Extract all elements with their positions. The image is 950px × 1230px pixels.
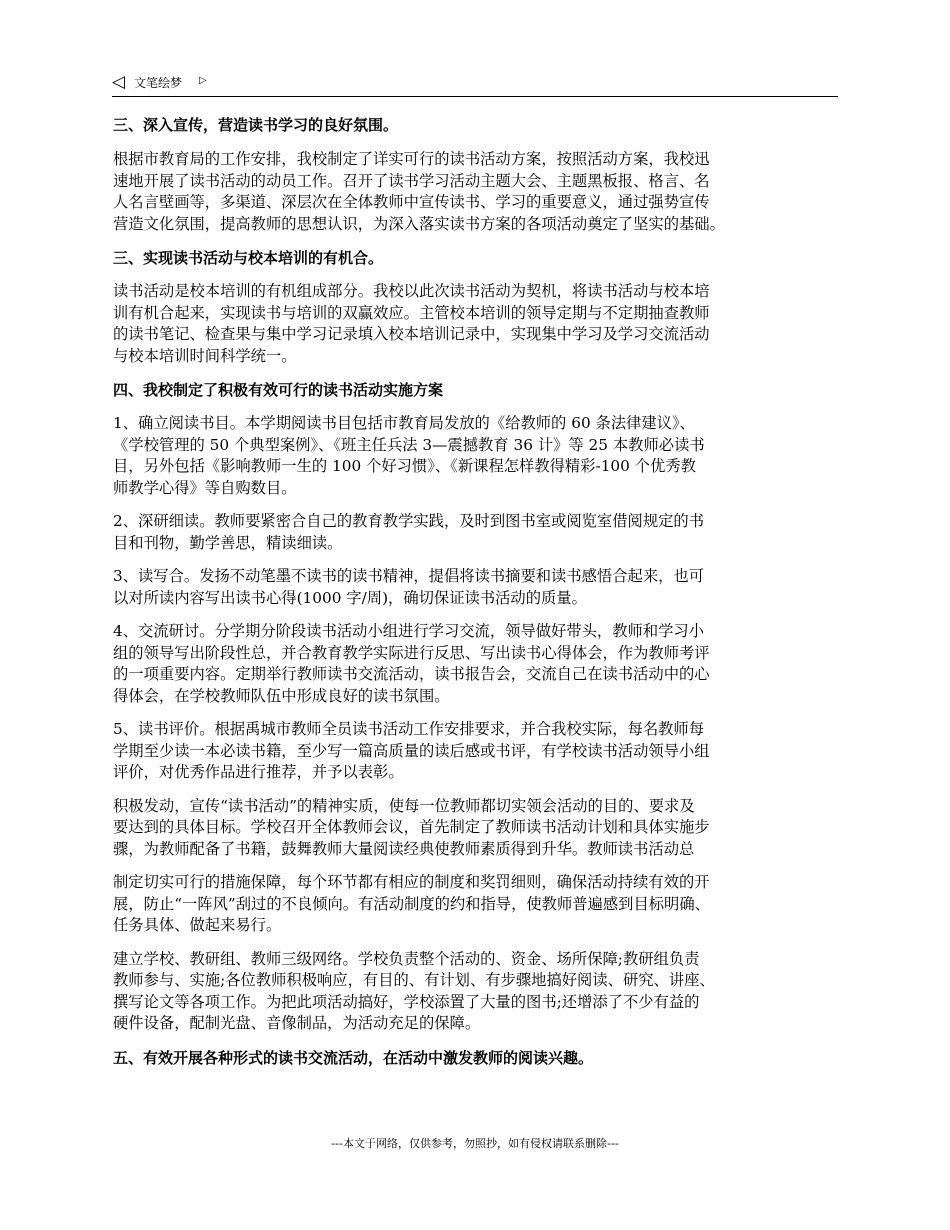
- paragraph-line: 学期至少读一本必读书籍，至少写一篇高质量的读后感或书评，有学校读书活动领导小组: [113, 741, 710, 760]
- paragraph-line: 目和刊物，勤学善思，精读细读。: [113, 533, 343, 552]
- section-heading-4: 五、有效开展各种形式的读书交流活动，在活动中激发教师的阅读兴趣。: [113, 1048, 594, 1067]
- paragraph-line: 教师参与、实施;各位教师积极响应，有目的、有计划、有步骤地搞好阅读、研究、讲座、: [113, 971, 715, 989]
- paragraph-line: 要达到的具体目标。学校召开全体教师会议，首先制定了教师读书活动计划和具体实施步: [113, 818, 710, 836]
- paragraph-4: [113, 511, 853, 554]
- paragraph-8: [113, 796, 853, 861]
- paragraph-line: 硬件设备，配制光盘、音像制品，为活动充足的保障。: [113, 1014, 481, 1032]
- paragraph-line: 组的领导写出阶段性总，并合教育教学实际进行反思、写出读书心得体会，作为教师考评: [113, 643, 710, 662]
- paragraph-6: [113, 621, 853, 707]
- paragraph-line: 人名言壁画等，多渠道、深层次在全体教师中宣传读书、学习的重要意义，通过强势宣传: [113, 193, 710, 211]
- paragraph-9: [113, 872, 853, 937]
- section-heading-2: 三、实现读书活动与校本培训的有机合。: [113, 249, 384, 267]
- paragraph-line: 1、确立阅读书目。本学期阅读书目包括市教育局发放的《给教师的 60 条法律建议》、: [113, 414, 695, 432]
- paragraph-line: 2、深研细读。教师要紧密合自己的教育教学实践，及时到图书室或阅览室借阅规定的书: [113, 512, 705, 530]
- paragraph-1: [113, 149, 853, 235]
- paragraph-line: 积极发动，宣传“读书活动”的精神实质，使每一位教师都切实领会活动的目的、要求及: [113, 796, 695, 815]
- paragraph-line: 展，防止“一阵风”刮过的不良倾向。有活动制度的约和指导，使教师普遍感到目标明确、: [113, 894, 710, 913]
- paragraph-line: 骤，为教师配备了书籍，鼓舞教师大量阅读经典使教师素质得到升华。教师读书活动总: [113, 839, 695, 858]
- paragraph-5: [113, 566, 853, 609]
- paragraph-line: 目，另外包括《影响教师一生的 100 个好习惯》、《新课程怎样教得精彩-100 个优秀教: [113, 457, 696, 475]
- paragraph-line: 评价，对优秀作品进行推荐，并予以表彰。: [113, 763, 404, 781]
- paragraph-line: 读书活动是校本培训的有机组成部分。我校以此次读书活动为契机，将读书活动与校本培: [113, 282, 710, 300]
- paragraph-line: 制定切实可行的措施保障，每个环节都有相应的制度和奖罚细则，确保活动持续有效的开: [113, 873, 710, 891]
- paragraph-line: 撰写论文等各项工作。为把此项活动搞好，学校添置了大量的图书;还增添了不少有益的: [113, 992, 700, 1011]
- paragraph-line: 的一项重要内容。定期举行教师读书交流活动，读书报告会，交流自己在读书活动中的心: [113, 665, 710, 683]
- section-heading-3: 四、我校制定了积极有效可行的读书活动实施方案: [113, 381, 444, 399]
- paragraph-line: 4、交流研讨。分学期分阶段读书活动小组进行学习交流，领导做好带头，教师和学习小: [113, 622, 705, 640]
- paragraph-7: [113, 719, 853, 784]
- page-footer: ---本文于网络，仅供参考，勿照抄，如有侵权请联系删除---: [331, 1137, 619, 1150]
- document-body: [113, 114, 853, 1069]
- paragraph-line: 得体会，在学校教师队伍中形成良好的读书氛围。: [113, 686, 450, 705]
- paragraph-line: 《学校管理的 50 个典型案例》、《班主任兵法 3—震撼教育 36 计》等 25 本教师必读书: [113, 435, 705, 454]
- header-brand: 文笔绘梦: [134, 76, 183, 90]
- paragraph-line: 师教学心得》等自购数目。: [113, 478, 297, 497]
- paragraph-2: [113, 281, 853, 367]
- paragraph-line: 任务具体、做起来易行。: [113, 916, 282, 934]
- triangle-left-icon: ◁: [112, 72, 126, 92]
- paragraph-3: [113, 413, 853, 499]
- paragraph-line: 以对所读内容写出读书心得(1000 字/周)，确切保证读书活动的质量。: [113, 588, 587, 607]
- triangle-right-icon: ▷: [199, 75, 207, 86]
- paragraph-line: 建立学校、教研组、教师三级网络。学校负责整个活动的、资金、场所保障;教研组负责: [113, 949, 700, 968]
- paragraph-line: 训有机合起来，实现读书与培训的双赢效应。主管校本培训的领导定期与不定期抽查教师: [113, 303, 710, 322]
- paragraph-line: 的读书笔记、检查果与集中学习记录填入校本培训记录中，实现集中学习及学习交流活动: [113, 325, 710, 343]
- paragraph-line: 根据市教育局的工作安排，我校制定了详实可行的读书活动方案，按照活动方案，我校迅: [113, 150, 710, 168]
- paragraph-line: 速地开展了读书活动的动员工作。召开了读书学习活动主题大会、主题黑板报、格言、名: [113, 171, 710, 190]
- paragraph-line: 营造文化氛围，提高教师的思想认识，为深入落实读书方案的各项活动奠定了坚实的基础。: [113, 214, 725, 233]
- paragraph-line: 3、读写合。发扬不动笔墨不读书的读书精神，提倡将读书摘要和读书感悟合起来，也可: [113, 567, 705, 585]
- page-header: [112, 72, 838, 97]
- paragraph-10: [113, 949, 853, 1035]
- paragraph-line: 与校本培训时间科学统一。: [113, 346, 297, 365]
- section-heading-1: 三、深入宣传，营造读书学习的良好氛围。: [113, 116, 399, 134]
- paragraph-line: 5、读书评价。根据禹城市教师全员读书活动工作安排要求，并合我校实际，每名教师每: [113, 720, 705, 738]
